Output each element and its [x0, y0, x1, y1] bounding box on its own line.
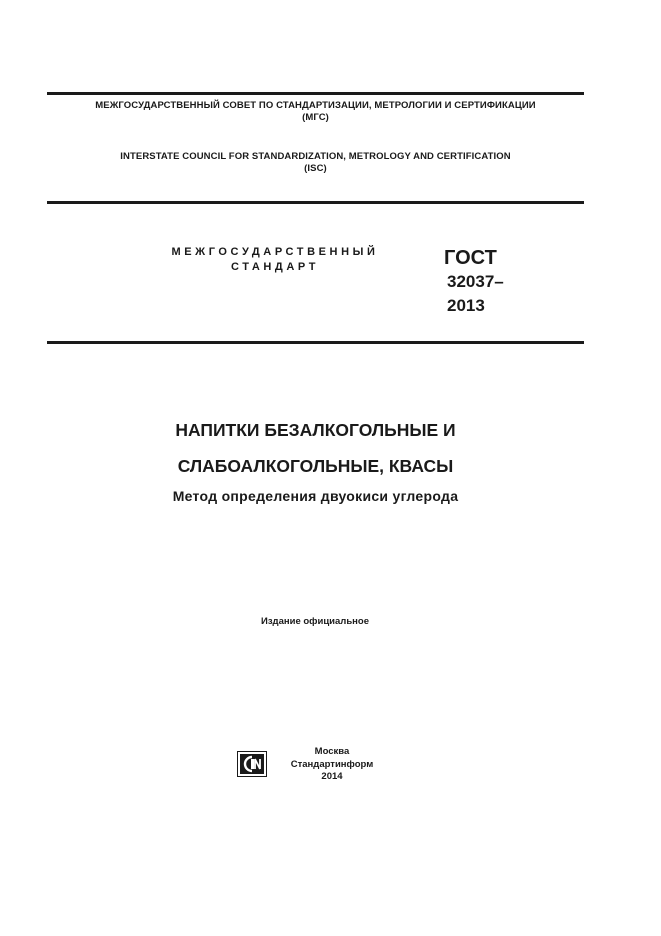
- council-en-abbr: (ISC): [304, 163, 327, 174]
- edition-label: Издание официальное: [261, 616, 369, 627]
- document-title-line1: НАПИТКИ БЕЗАЛКОГОЛЬНЫЕ И: [175, 420, 456, 440]
- standartinform-logo-icon: [237, 751, 267, 777]
- document-title-line2: СЛАБОАЛКОГОЛЬНЫЕ, КВАСЫ: [177, 456, 454, 476]
- middle-rule: [47, 201, 584, 204]
- council-ru-name: МЕЖГОСУДАРСТВЕННЫЙ СОВЕТ ПО СТАНДАРТИЗАЦИИ, МЕТРОЛОГИИ И СЕРТИФИКАЦИИ: [95, 100, 536, 111]
- council-ru: [47, 100, 584, 124]
- council-en: [47, 151, 584, 175]
- gost-code-prefix: ГОСТ: [444, 247, 497, 269]
- gost-code-number: 32037–: [447, 272, 504, 291]
- document-subtitle: Метод определения двуокиси углерода: [172, 488, 459, 504]
- top-rule: [47, 92, 584, 95]
- standard-kind-line2: СТАНДАРТ: [230, 261, 320, 273]
- publisher-name: Стандартинформ: [290, 758, 374, 770]
- gost-code-year: 2013: [447, 296, 485, 315]
- gost-code: [444, 246, 504, 318]
- council-en-name: INTERSTATE COUNCIL FOR STANDARDIZATION, METROLOGY AND CERTIFICATION: [120, 151, 511, 162]
- publisher: [272, 746, 392, 784]
- publisher-year: 2014: [321, 771, 343, 782]
- standard-kind: [150, 245, 400, 275]
- publisher-city: Москва: [314, 746, 350, 757]
- bottom-rule: [47, 341, 584, 344]
- standard-kind-line1: МЕЖГОСУДАРСТВЕННЫЙ: [171, 246, 379, 258]
- council-ru-abbr: (МГС): [302, 112, 329, 123]
